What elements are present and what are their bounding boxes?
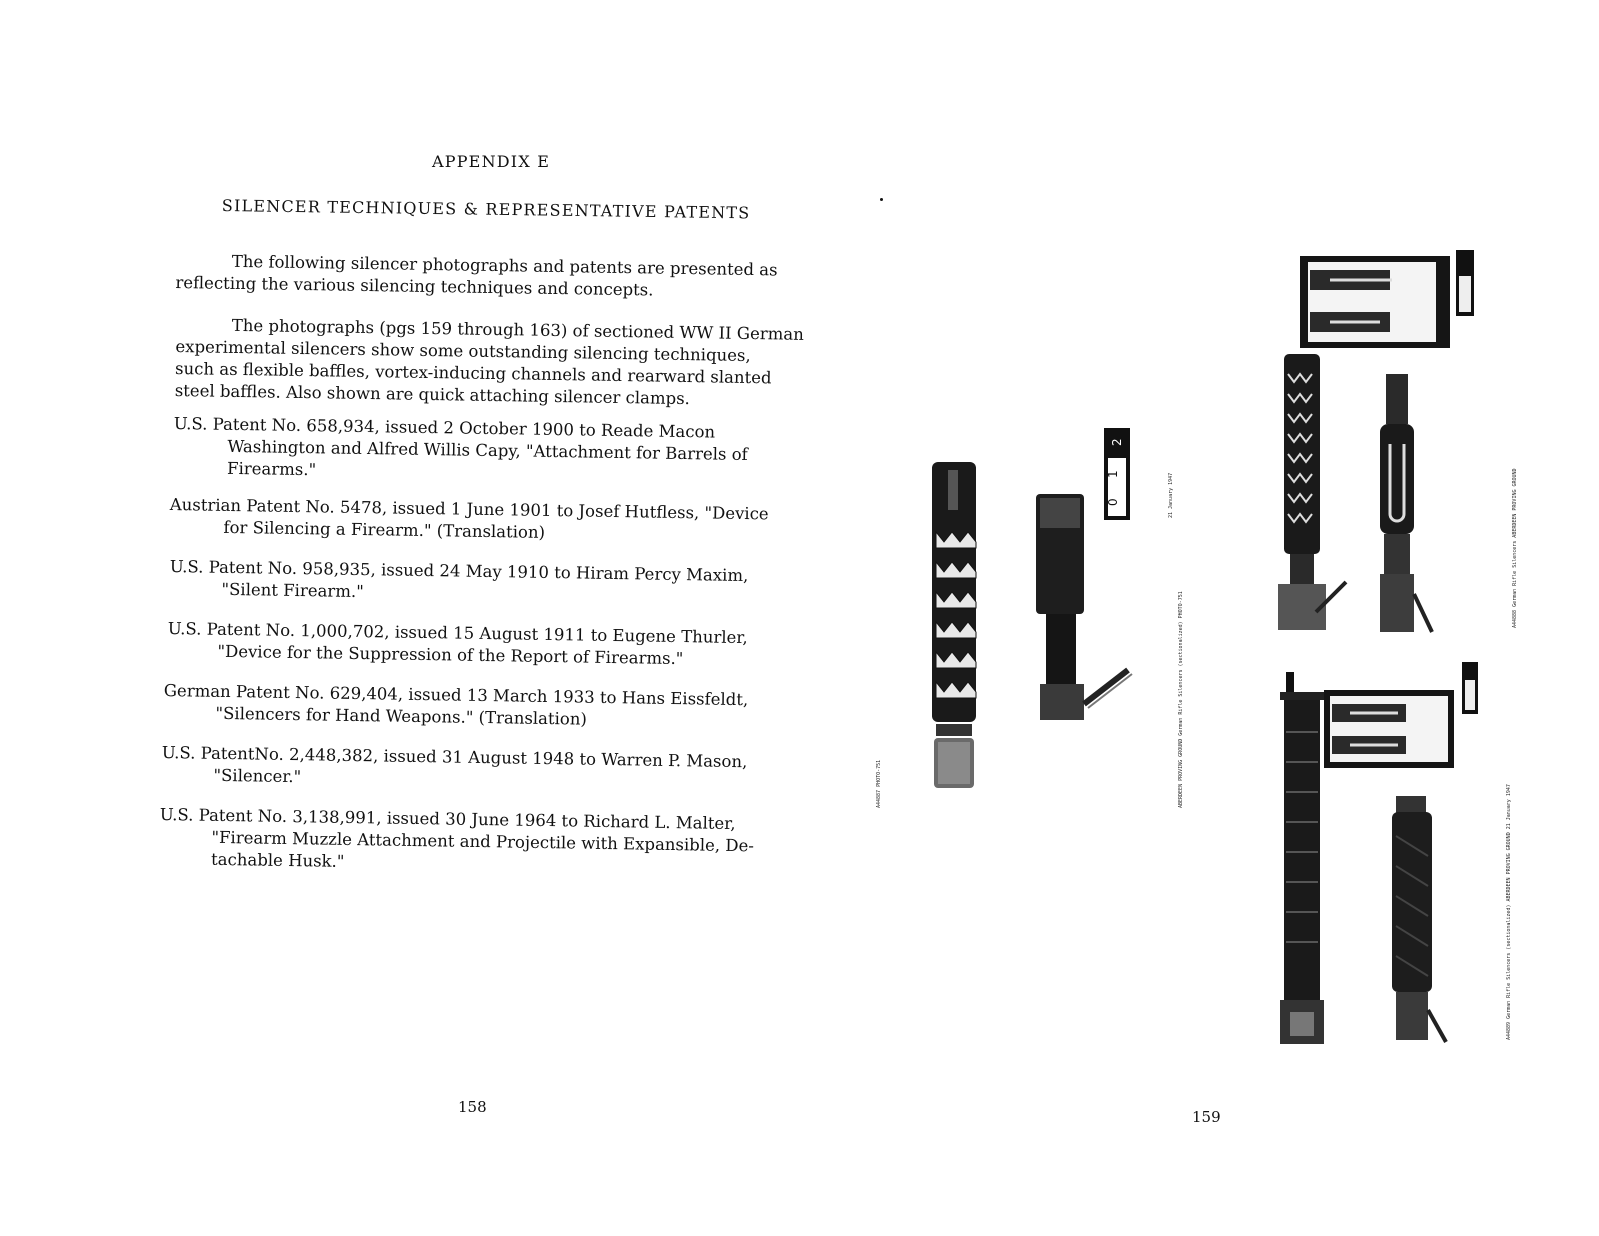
patent-line: U.S. Patent No. 3,138,991, issued 30 June 1964 to Richard L. Malter, bbox=[159, 804, 736, 834]
silencer-photo-clamp bbox=[1028, 490, 1138, 730]
patent-line: "Silencers for Hand Weapons." (Translation) bbox=[215, 703, 588, 729]
silencer-photo-flexible-baffles bbox=[928, 462, 980, 792]
patent-line: German Patent No. 629,404, issued 13 March 1933 to Hans Eissfeldt, bbox=[163, 680, 749, 710]
patent-line: U.S. Patent No. 1,000,702, issued 15 August 1911 to Eugene Thurler, bbox=[167, 618, 748, 648]
patent-line: "Device for the Suppression of the Report of Firearms." bbox=[217, 641, 684, 669]
intro-paragraph bbox=[175, 250, 777, 303]
patent-entry bbox=[167, 618, 748, 671]
patent-entry bbox=[163, 680, 748, 733]
patent-line: U.S. Patent No. 958,935, issued 24 May 1910 to Hiram Percy Maxim, bbox=[169, 556, 749, 586]
scale-mark-1: 1 bbox=[1106, 470, 1120, 478]
photo-line: steel baffles. Also shown are quick attaching silencer clamps. bbox=[174, 380, 691, 409]
caption-left-b: ABERDEEN PROVING GROUND German Rifle Silencers (sectionalized) PHOTO-751 bbox=[1178, 591, 1184, 808]
scale-mark-2: 2 bbox=[1110, 438, 1124, 446]
patent-entry bbox=[159, 804, 754, 879]
appendix-title: APPENDIX E bbox=[432, 152, 551, 171]
caption-right-a: A44888 German Rifle Silencers ABERDEEN PROVING GROUND bbox=[1512, 468, 1518, 628]
patent-line: "Silencer." bbox=[213, 765, 302, 787]
patent-line: "Silent Firearm." bbox=[221, 579, 364, 602]
patent-entry bbox=[173, 413, 748, 488]
silencer-photo-vortex bbox=[1276, 354, 1356, 634]
patent-entry bbox=[161, 742, 747, 795]
stray-mark bbox=[880, 198, 883, 201]
caption-left-a: A44887 PHOTO-751 bbox=[876, 759, 882, 808]
silencer-photo-slanted-baffles bbox=[1376, 374, 1436, 636]
patent-line: Washington and Alfred Willis Capy, "Attachment for Barrels of bbox=[227, 436, 748, 465]
photo-line: experimental silencers show some outstanding silencing techniques, bbox=[175, 336, 751, 366]
page-number-right: 159 bbox=[1192, 1108, 1221, 1126]
scale-mark-0: 0 bbox=[1106, 498, 1120, 506]
page-number-left: 158 bbox=[458, 1098, 487, 1116]
photo-line: The photographs (pgs 159 through 163) of sectioned WW II German bbox=[231, 315, 804, 344]
cartridge-insert-top bbox=[1300, 250, 1476, 350]
cartridge-insert-bottom bbox=[1324, 690, 1480, 770]
intro-line: reflecting the various silencing techniques and concepts. bbox=[175, 272, 654, 300]
section-title: SILENCER TECHNIQUES & REPRESENTATIVE PATENTS bbox=[221, 196, 751, 223]
photo-paragraph bbox=[175, 314, 804, 412]
patent-line: "Firearm Muzzle Attachment and Projectile with Expansible, De- bbox=[211, 827, 755, 856]
patent-line: U.S. PatentNo. 2,448,382, issued 31 August 1948 to Warren P. Mason, bbox=[161, 742, 748, 772]
silencer-photo-wrapped bbox=[1390, 796, 1450, 1046]
patent-entry bbox=[169, 556, 748, 609]
caption-left-c: 21 January 1947 bbox=[1168, 472, 1174, 518]
scale-bar-bottom bbox=[1462, 662, 1478, 714]
patent-line: U.S. Patent No. 658,934, issued 2 October 1900 to Reade Macon bbox=[173, 413, 716, 442]
photo-line: such as flexible baffles, vortex-inducing channels and rearward slanted bbox=[174, 358, 772, 388]
patent-line: Austrian Patent No. 5478, issued 1 June 1901 to Josef Hutfless, "Device bbox=[169, 494, 769, 524]
patent-line: for Silencing a Firearm." (Translation) bbox=[223, 517, 546, 542]
intro-line: The following silencer photographs and patents are presented as bbox=[231, 251, 778, 280]
patent-line: tachable Husk." bbox=[210, 849, 345, 871]
patent-line: Firearms." bbox=[226, 458, 317, 480]
caption-right-b: A44889 German Rifle Silencers (sectionalized) ABERDEEN PROVING GROUND 21 January 1947 bbox=[1506, 784, 1512, 1040]
patent-entry bbox=[169, 494, 769, 547]
